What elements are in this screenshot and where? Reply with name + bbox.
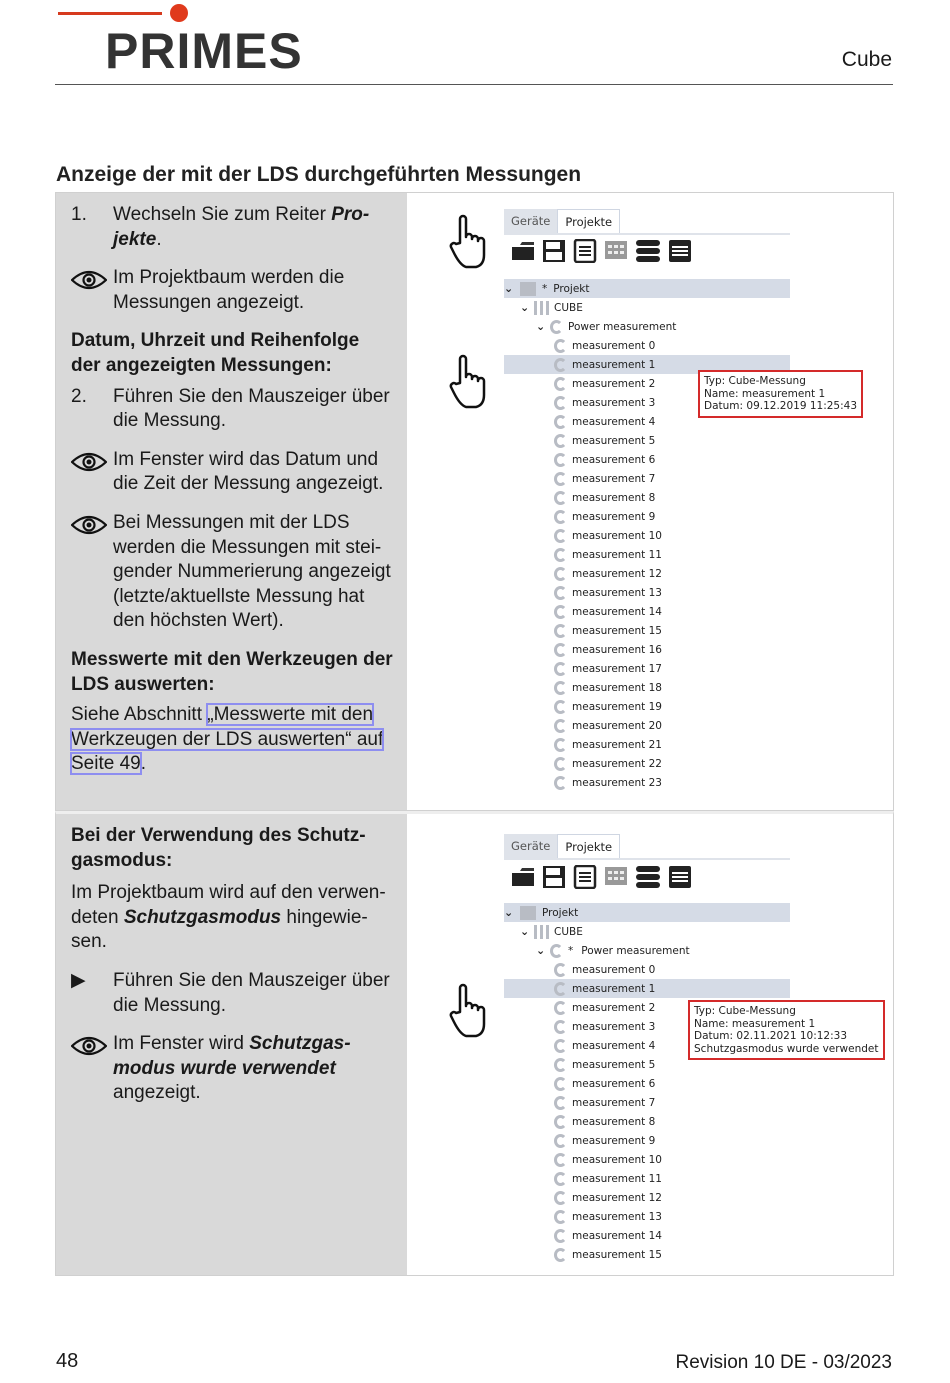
measurement-icon (554, 1153, 567, 1167)
measurement-icon (554, 700, 567, 714)
measurement-icon (554, 1248, 567, 1262)
tab-projects[interactable]: Projekte (557, 209, 620, 233)
measurement-icon (554, 982, 567, 996)
measurement-icon (554, 776, 567, 790)
measurement-tooltip: Typ: Cube-Messung Name: measurement 1 Datum: 02.11.2021 10:12:33 Schutzgasmodus wurde verwendet (688, 1000, 885, 1060)
chevron-down-icon[interactable]: ⌄ (520, 925, 530, 938)
product-name: Cube (841, 48, 892, 71)
measurement-icon (550, 944, 563, 958)
measurement-icon (554, 339, 567, 353)
tree-item-measurement[interactable]: measurement 1 (504, 355, 790, 374)
section-link[interactable]: „Messwerte mit den (207, 704, 374, 726)
tree-item-measurement[interactable]: measurement 0 (504, 960, 790, 979)
measurement-icon (554, 1039, 567, 1053)
tab-bar (504, 834, 620, 858)
page-link[interactable]: Seite 49 (71, 753, 141, 775)
measurement-icon (554, 1191, 567, 1205)
heading-evaluate: Messwerte mit den Werkzeugen der LDS auswerten: (71, 648, 393, 695)
chevron-down-icon[interactable]: ⌄ (504, 906, 514, 919)
database-icon[interactable] (635, 865, 661, 894)
intro-text: Im Projektbaum wird auf den verwen-deten Schutzgasmodus hingewie-sen. (71, 882, 386, 953)
tab-bar (504, 209, 620, 233)
database-icon[interactable] (635, 239, 661, 268)
measurement-icon (554, 415, 567, 429)
chevron-down-icon[interactable]: ⌄ (520, 301, 530, 314)
chevron-down-icon[interactable]: ⌄ (536, 320, 546, 333)
tree-item-measurement[interactable]: measurement 12 (504, 564, 790, 583)
report-icon[interactable] (573, 865, 597, 894)
tree-item-measurement[interactable]: measurement 11 (504, 545, 790, 564)
measurement-icon (554, 719, 567, 733)
measurement-icon (554, 453, 567, 467)
tree-item-measurement[interactable]: measurement 14 (504, 602, 790, 621)
tree-item-measurement[interactable]: measurement 20 (504, 716, 790, 735)
logo-line (58, 12, 162, 15)
logo-dot (170, 4, 188, 22)
open-folder-icon[interactable] (511, 865, 535, 894)
report-icon[interactable] (573, 239, 597, 268)
measurement-icon (554, 396, 567, 410)
tab-devices[interactable]: Geräte (504, 209, 557, 233)
measurement-icon (554, 1115, 567, 1129)
measurement-icon (554, 643, 567, 657)
measurement-icon (554, 567, 567, 581)
device-icon (534, 925, 550, 939)
tab-underline (504, 858, 790, 860)
screenshot-projects (408, 193, 893, 810)
heading-shielding: Bei der Verwendung des Schutz-gasmodus: (71, 825, 366, 871)
hand-cursor-icon (448, 982, 488, 1038)
panel-shielding-gas (55, 811, 894, 1276)
project-tree (504, 279, 790, 792)
measurement-icon (554, 548, 567, 562)
step-2: 2. Führen Sie den Mauszeiger über die Messung. (71, 385, 390, 432)
tree-item-measurement[interactable]: measurement 5 (504, 431, 790, 450)
measurement-icon (554, 472, 567, 486)
tree-item-measurement[interactable]: measurement 7 (504, 469, 790, 488)
table-icon[interactable] (604, 865, 628, 894)
eye-icon (71, 448, 113, 497)
tree-item-measurement[interactable]: measurement 15 (504, 1245, 790, 1264)
tab-underline (504, 233, 790, 235)
table-icon[interactable] (604, 239, 628, 268)
measurement-icon (554, 358, 567, 372)
instructions (56, 193, 407, 810)
tree-item-measurement[interactable]: measurement 11 (504, 1169, 790, 1188)
result-2: Im Fenster wird das Datum und die Zeit der Messung angezeigt. (71, 448, 393, 497)
device-icon (534, 301, 550, 315)
tree-item-measurement[interactable]: measurement 14 (504, 1226, 790, 1245)
measurement-icon (554, 738, 567, 752)
screenshot-shielding-gas (408, 814, 893, 1275)
tree-group[interactable]: ⌄ * Power measurement (536, 944, 690, 957)
chevron-down-icon[interactable]: ⌄ (504, 282, 514, 295)
tree-item-measurement[interactable]: measurement 12 (504, 1188, 790, 1207)
tree-item-measurement[interactable]: measurement 9 (504, 507, 790, 526)
measurement-icon (554, 1210, 567, 1224)
measurement-icon (554, 1229, 567, 1243)
revision: Revision 10 DE - 03/2023 (675, 1352, 892, 1373)
eye-icon (71, 1032, 113, 1106)
measurement-icon (554, 586, 567, 600)
tree-item-measurement[interactable]: measurement 21 (504, 735, 790, 754)
save-icon[interactable] (542, 865, 566, 894)
panel-measurements (55, 192, 894, 811)
result-1: Im Projektbaum werden die Messungen angezeigt. (71, 266, 393, 315)
tree-item-measurement[interactable]: measurement 10 (504, 526, 790, 545)
tree-item-measurement[interactable]: measurement 2 (504, 374, 790, 393)
hand-cursor-icon (448, 353, 488, 409)
tree-item-measurement[interactable]: measurement 17 (504, 659, 790, 678)
tree-group[interactable]: ⌄ Power measurement (536, 320, 677, 333)
tree-item-measurement[interactable]: measurement 18 (504, 678, 790, 697)
tree-item-measurement[interactable]: measurement 4 (504, 412, 790, 431)
tree-item-measurement[interactable]: measurement 1 (504, 979, 790, 998)
tree-item-measurement[interactable]: measurement 15 (504, 621, 790, 640)
tree-item-measurement[interactable]: measurement 8 (504, 1112, 790, 1131)
tree-item-measurement[interactable]: measurement 10 (504, 1150, 790, 1169)
tree-item-measurement[interactable]: measurement 3 (504, 393, 790, 412)
project-icon (520, 282, 536, 296)
logo-text: PRIMES (105, 23, 303, 79)
tree-item-measurement[interactable]: measurement 6 (504, 450, 790, 469)
reference: Siehe Abschnitt „Messwerte mit den Werkzeugen der LDS auswerten“ auf Seite 49. (71, 704, 384, 775)
tree-item-measurement[interactable]: measurement 3 (504, 1017, 790, 1036)
save-icon[interactable] (542, 239, 566, 268)
measurement-icon (554, 529, 567, 543)
section-title: Anzeige der mit der LDS durchgeführten Messungen (56, 163, 582, 186)
tab-projects[interactable]: Projekte (557, 834, 620, 858)
toolbar (511, 865, 692, 894)
list-icon[interactable] (668, 239, 692, 268)
tree-item-measurement[interactable]: measurement 2 (504, 998, 790, 1017)
measurement-icon (554, 377, 567, 391)
tree-item-measurement[interactable]: measurement 7 (504, 1093, 790, 1112)
result-3: Bei Messungen mit der LDS werden die Messungen mit stei-gender Nummerierung angezeigt (letzte/aktuellste Messung hat den höchsten Wert). (71, 511, 393, 634)
measurement-icon (554, 662, 567, 676)
tree-item-measurement[interactable]: measurement 23 (504, 773, 790, 792)
result: Im Fenster wird Schutzgas-modus wurde verwendet angezeigt. (71, 1032, 393, 1106)
eye-icon (71, 511, 113, 634)
measurement-icon (554, 510, 567, 524)
measurement-icon (554, 1096, 567, 1110)
heading-date: Datum, Uhrzeit und Reihenfolge der angezeigten Messungen: (71, 330, 360, 376)
measurement-icon (554, 1058, 567, 1072)
step-1: 1. Wechseln Sie zum Reiter Pro-jekte. (71, 204, 370, 250)
tree-root[interactable]: ⌄ Projekt (504, 903, 790, 922)
eye-icon (71, 266, 113, 315)
measurement-icon (554, 605, 567, 619)
tree-item-measurement[interactable]: measurement 8 (504, 488, 790, 507)
tree-item-measurement[interactable]: measurement 9 (504, 1131, 790, 1150)
step: ▶ Führen Sie den Mauszeiger über die Messung. (71, 969, 393, 1018)
measurement-icon (550, 320, 563, 334)
tree-item-measurement[interactable]: measurement 6 (504, 1074, 790, 1093)
hand-cursor-icon (448, 213, 488, 269)
list-icon[interactable] (668, 865, 692, 894)
tree-item-measurement[interactable]: measurement 16 (504, 640, 790, 659)
measurement-icon (554, 963, 567, 977)
project-icon (520, 906, 536, 920)
measurement-icon (554, 1020, 567, 1034)
project-tree (504, 903, 790, 1264)
tree-root[interactable]: ⌄ * Projekt (504, 279, 790, 298)
measurement-icon (554, 757, 567, 771)
tree-item-measurement[interactable]: measurement 19 (504, 697, 790, 716)
tree-device[interactable]: ⌄ CUBE (520, 301, 583, 314)
tree-item-measurement[interactable]: measurement 4 (504, 1036, 790, 1055)
tree-item-measurement[interactable]: measurement 13 (504, 583, 790, 602)
section-link[interactable]: Werkzeugen der LDS auswerten“ auf (71, 728, 384, 750)
measurement-icon (554, 1077, 567, 1091)
open-folder-icon[interactable] (511, 239, 535, 268)
measurement-tooltip: Typ: Cube-Messung Name: measurement 1 Datum: 09.12.2019 11:25:43 (698, 370, 863, 418)
page-number: 48 (56, 1350, 79, 1372)
measurement-icon (554, 1172, 567, 1186)
measurement-icon (554, 1134, 567, 1148)
chevron-down-icon[interactable]: ⌄ (536, 944, 546, 957)
tree-device[interactable]: ⌄ CUBE (520, 925, 583, 938)
toolbar (511, 239, 692, 268)
measurement-icon (554, 434, 567, 448)
tree-item-measurement[interactable]: measurement 5 (504, 1055, 790, 1074)
header-divider (55, 84, 893, 85)
tree-item-measurement[interactable]: measurement 0 (504, 336, 790, 355)
triangle-bullet-icon: ▶ (71, 969, 86, 991)
measurement-icon (554, 624, 567, 638)
measurement-icon (554, 491, 567, 505)
tab-devices[interactable]: Geräte (504, 834, 557, 858)
measurement-icon (554, 1001, 567, 1015)
instructions (56, 814, 407, 1275)
tree-item-measurement[interactable]: measurement 13 (504, 1207, 790, 1226)
measurement-icon (554, 681, 567, 695)
tree-item-measurement[interactable]: measurement 22 (504, 754, 790, 773)
